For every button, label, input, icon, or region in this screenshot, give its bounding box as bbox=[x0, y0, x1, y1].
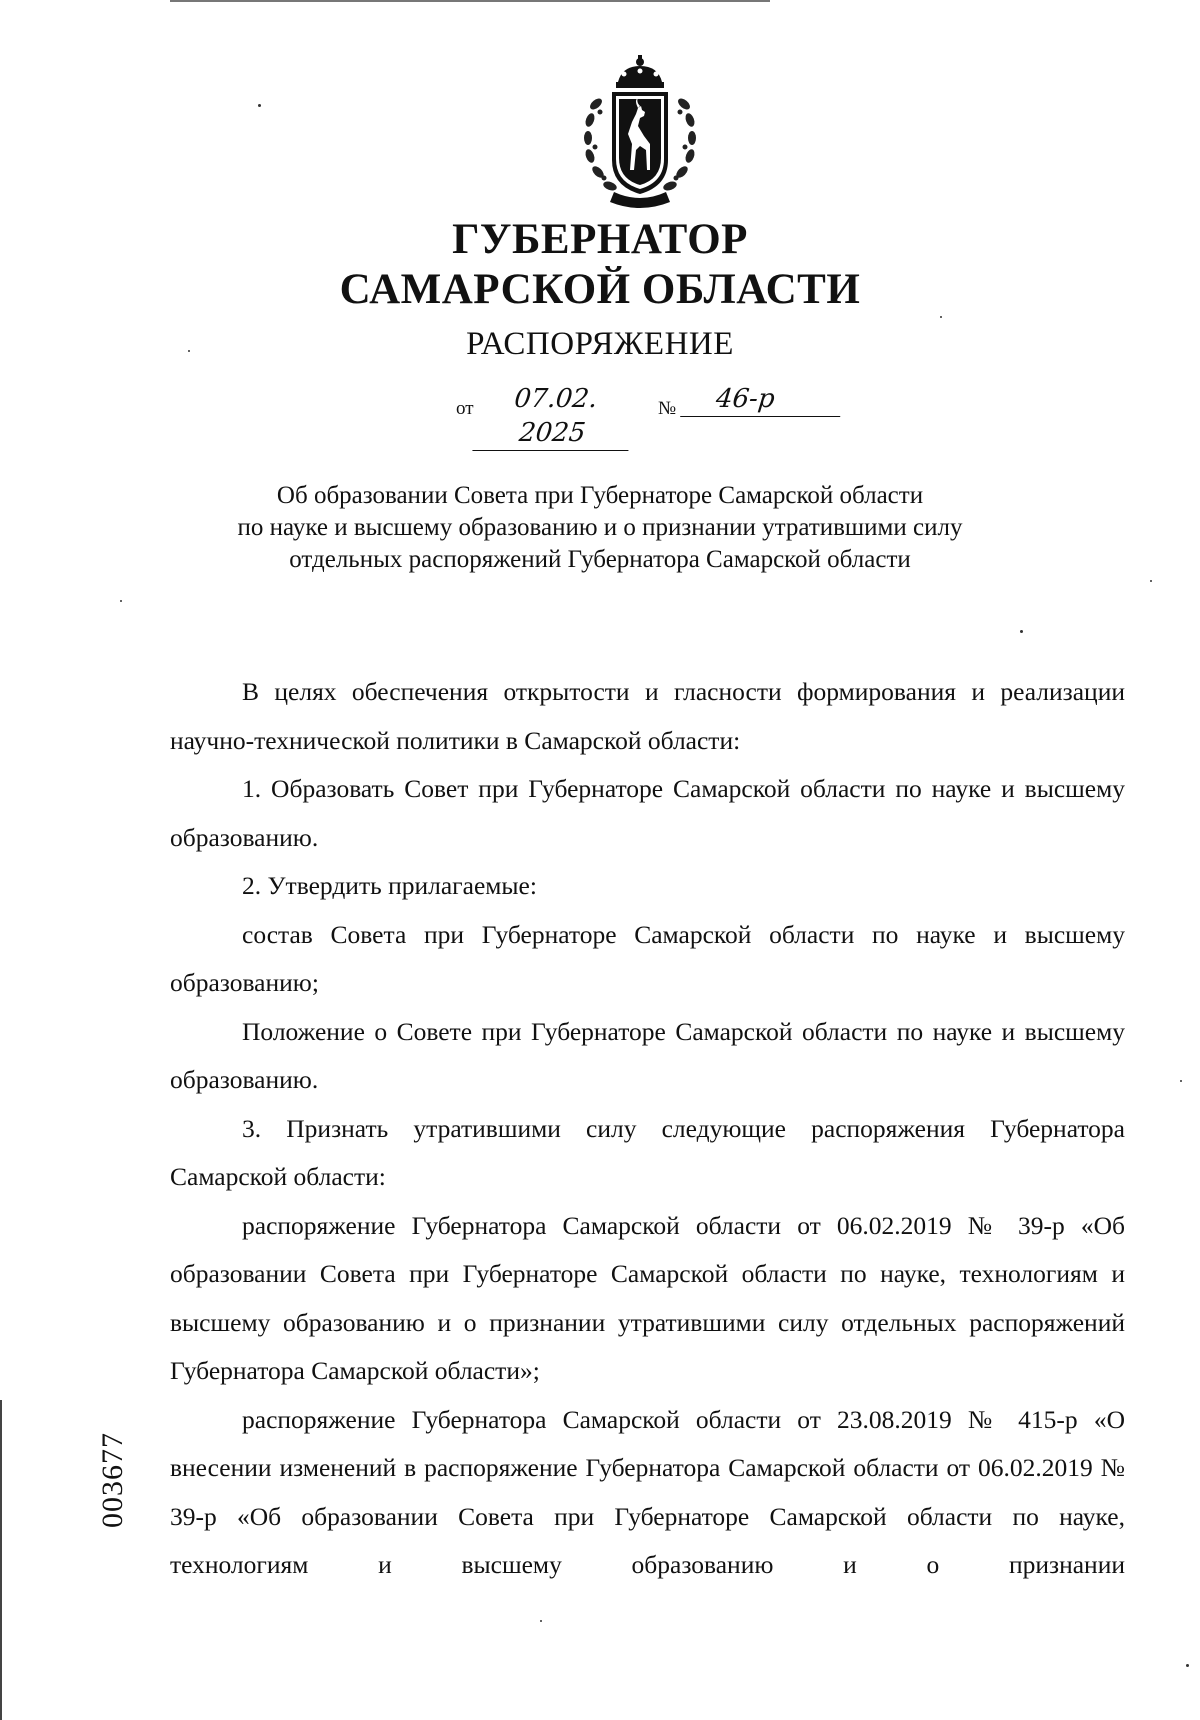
subject-line: отдельных распоряжений Губернатора Самарской области bbox=[289, 546, 911, 573]
number-prefix: № bbox=[658, 398, 677, 419]
authority-title-line-1: ГУБЕРНАТОР bbox=[452, 216, 748, 263]
authority-title-line-2: САМАРСКОЙ ОБЛАСТИ bbox=[339, 266, 861, 313]
scan-speck bbox=[940, 316, 942, 318]
scan-edge-line-left bbox=[0, 1400, 2, 1720]
subject-line: по науке и высшему образованию и о признании утратившими силу bbox=[237, 514, 963, 541]
item-3-heading: 3. Признать утратившими силу следующие распоряжения Губернатора Самарской области: bbox=[170, 1113, 1125, 1191]
scan-speck bbox=[1150, 580, 1152, 582]
coat-of-arms-emblem bbox=[578, 52, 702, 210]
scan-speck bbox=[1020, 630, 1023, 633]
scan-edge-line bbox=[170, 0, 770, 2]
document-date: 07.02. 2025 bbox=[472, 382, 635, 451]
scan-speck bbox=[120, 600, 122, 602]
date-prefix: от bbox=[456, 398, 474, 419]
item-2-composition: состав Совета при Губернаторе Самарской области по науке и высшему образованию; bbox=[170, 919, 1125, 997]
document-subject bbox=[150, 480, 1050, 576]
item-2-heading: 2. Утвердить прилагаемые: bbox=[242, 871, 537, 900]
scan-speck bbox=[540, 1620, 542, 1622]
preamble-paragraph: В целях обеспечения открытости и гласности формирования и реализации научно-технической политики в Самарской области: bbox=[170, 677, 1125, 755]
scan-speck bbox=[1180, 1080, 1182, 1082]
document-body bbox=[170, 668, 1125, 1590]
subject-line: Об образовании Совета при Губернаторе Самарской области bbox=[276, 482, 924, 509]
scan-speck bbox=[258, 104, 261, 107]
scan-speck bbox=[1186, 1664, 1189, 1667]
document-number: 46-р bbox=[680, 382, 844, 417]
document-type: РАСПОРЯЖЕНИЕ bbox=[466, 326, 734, 362]
margin-serial-number: 003677 bbox=[96, 1432, 129, 1528]
registration-line bbox=[456, 382, 856, 448]
scan-speck bbox=[188, 350, 190, 352]
item-1-paragraph: 1. Образовать Совет при Губернаторе Самарской области по науке и высшему образованию. bbox=[170, 774, 1125, 852]
repealed-order-2: распоряжение Губернатора Самарской области от 23.08.2019 № 415-р «О внесении изменений в распоряжение Губернатора Самарской области от 06.02.2019 № 39-р «Об образовании Совета при Губернаторе Самарской области по науке, технологиям и высшему образованию и о признании bbox=[170, 1404, 1125, 1579]
item-2-regulation: Положение о Совете при Губернаторе Самарской области по науке и высшему образованию. bbox=[170, 1016, 1125, 1094]
repealed-order-1: распоряжение Губернатора Самарской области от 06.02.2019 № 39-р «Об образовании Совета при Губернаторе Самарской области по науке, технологиям и высшему образованию и о признании утратившими силу отдельных распоряжений Губернатора Самарской области»; bbox=[170, 1210, 1125, 1385]
